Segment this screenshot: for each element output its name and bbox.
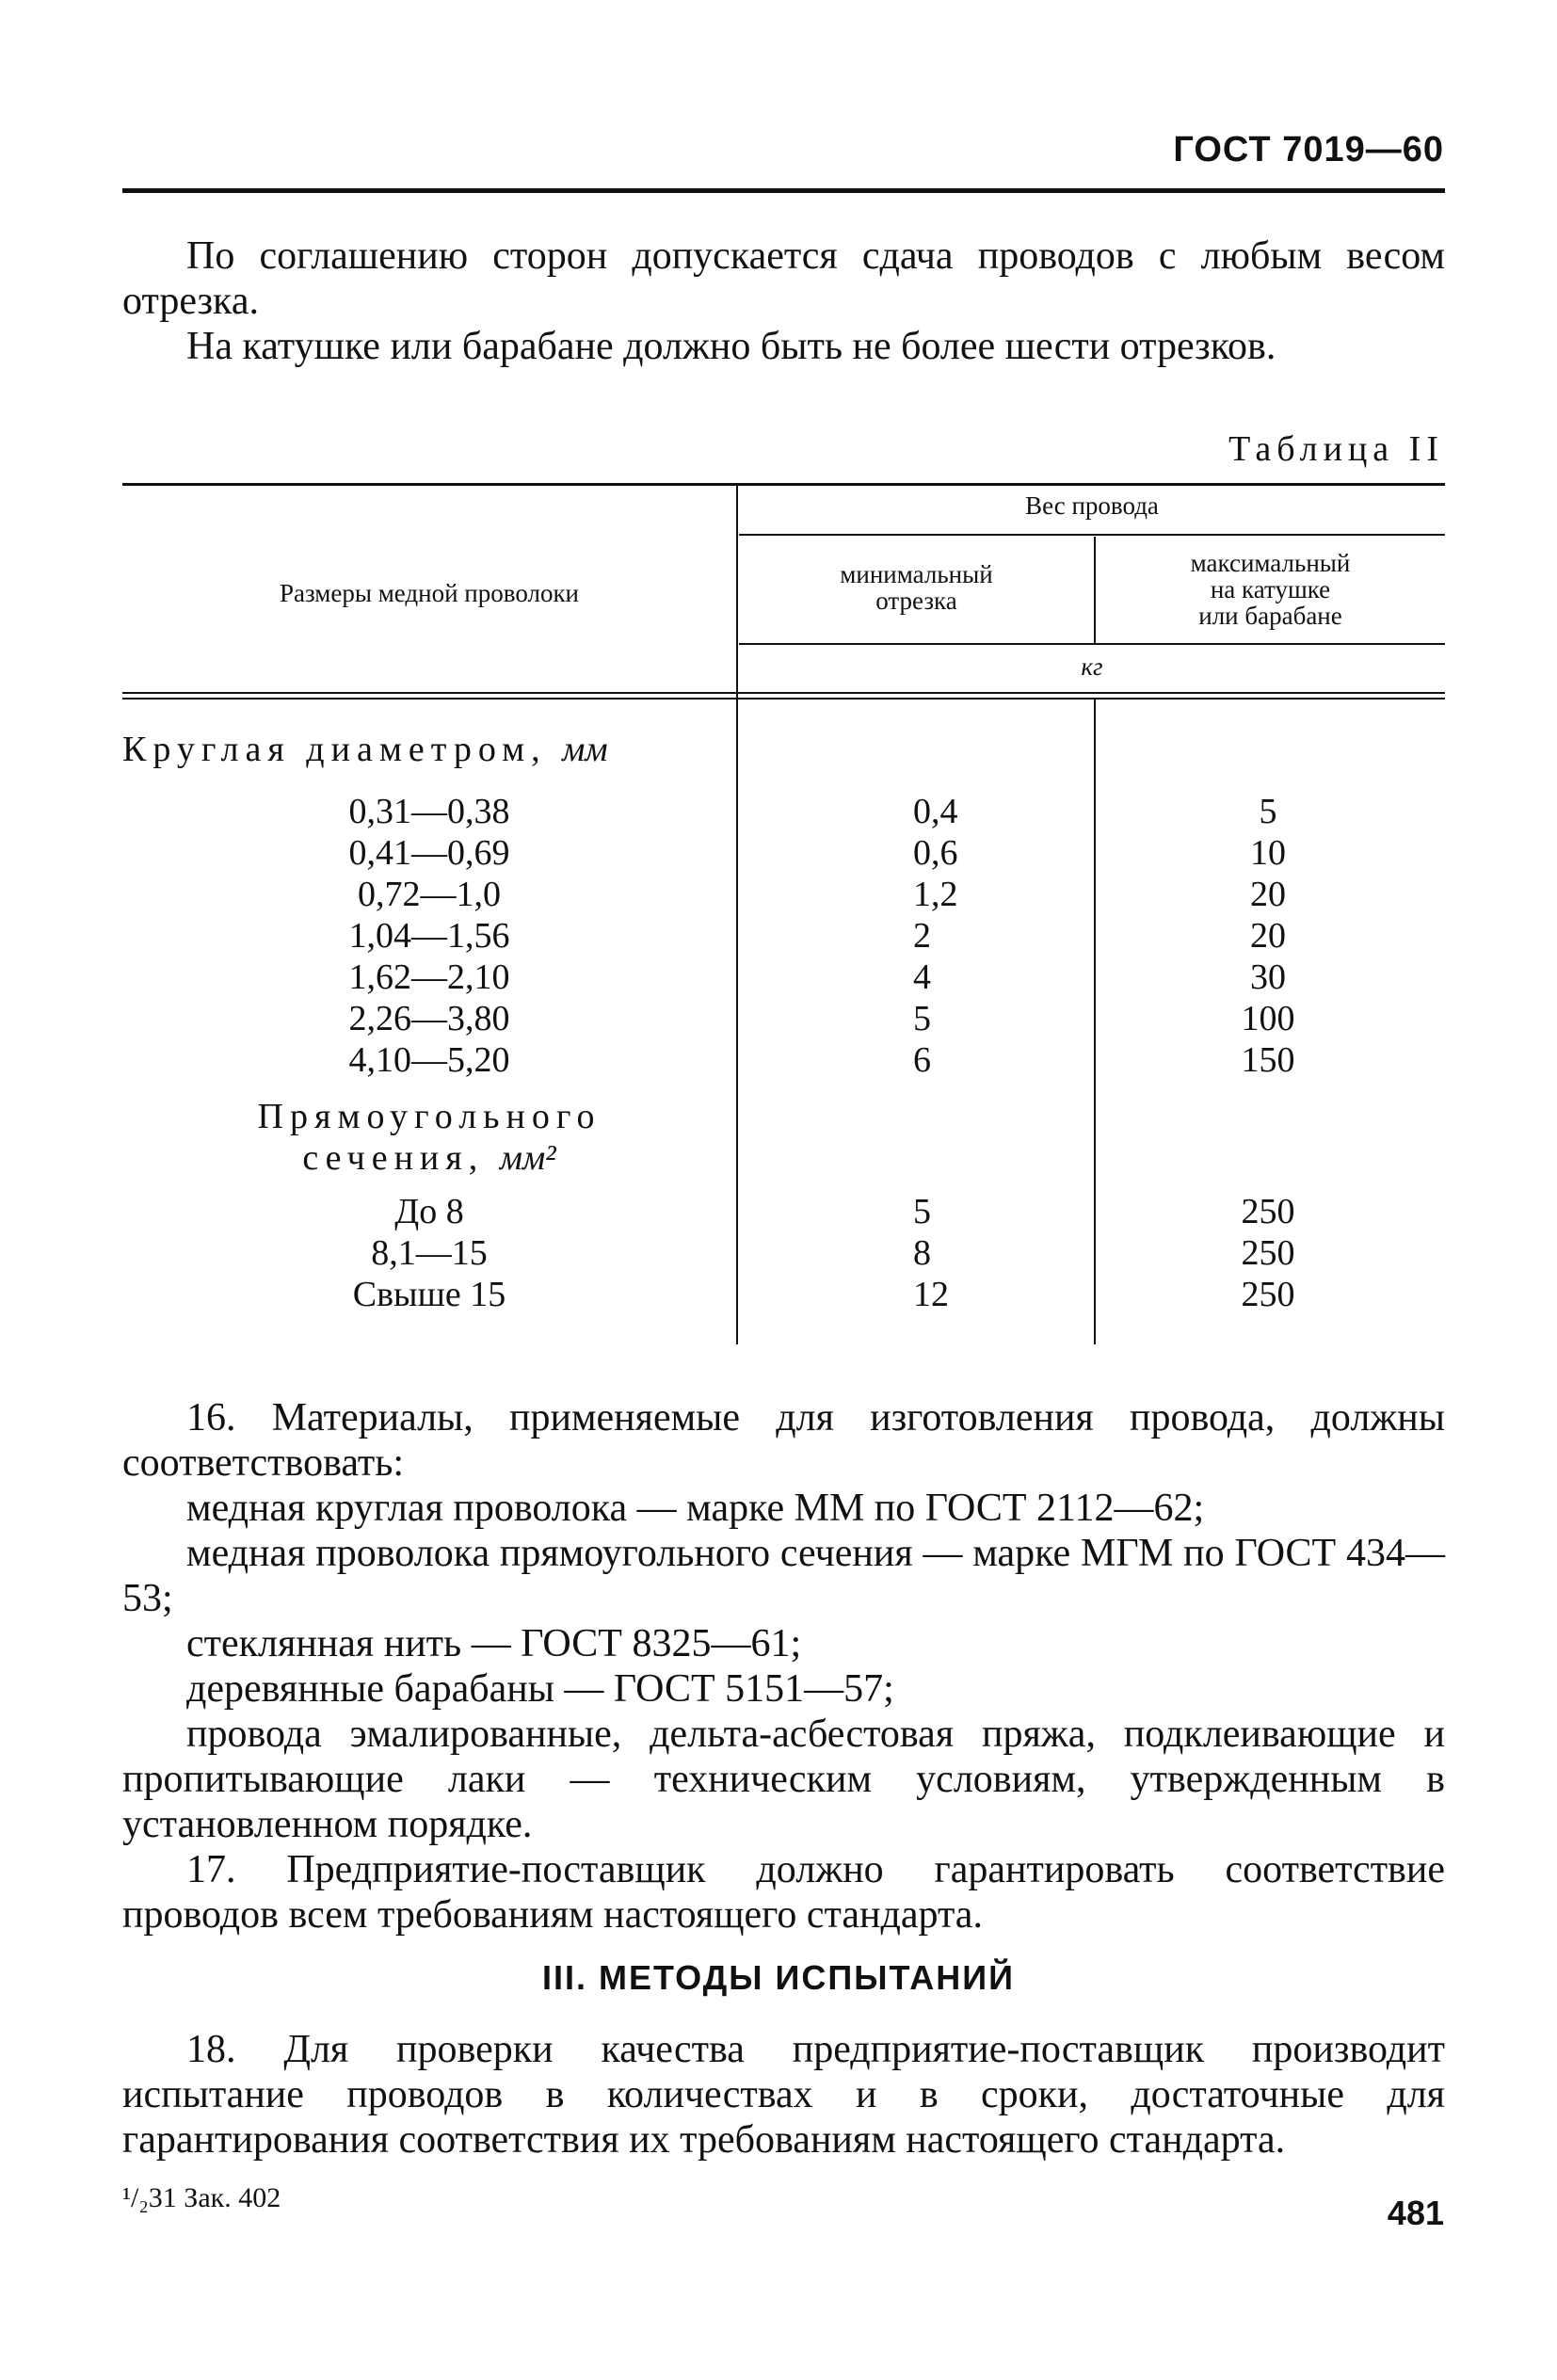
min-cell: 6 bbox=[913, 1040, 931, 1080]
col-min-header bbox=[739, 561, 1094, 614]
paragraph-16: 16. Материалы, применяемые для изготовления провода, должны соответствовать: bbox=[122, 1396, 1445, 1485]
table-title: Таблица II bbox=[1228, 429, 1444, 469]
section-heading: III. МЕТОДЫ ИСПЫТАНИЙ bbox=[542, 1958, 1015, 1997]
size-cell: 1,04—1,56 bbox=[348, 916, 510, 956]
size-cell: 0,72—1,0 bbox=[358, 875, 501, 914]
size-cell: 2,26—3,80 bbox=[348, 999, 510, 1038]
intro-paragraph-1: По соглашению сторон допускается сдача проводов с любым весом отрезка. bbox=[122, 234, 1445, 323]
size-cell: 0,41—0,69 bbox=[348, 833, 510, 873]
round-rows bbox=[122, 791, 1445, 1081]
group-rect-line-1: Прямоугольного bbox=[257, 1097, 602, 1136]
col-size-header: Размеры медной проволоки bbox=[279, 579, 580, 607]
header-rule bbox=[122, 188, 1445, 193]
table-row bbox=[122, 1274, 1445, 1315]
size-cell: 4,10—5,20 bbox=[348, 1040, 510, 1080]
group-round-text: Круглая диаметром, bbox=[122, 730, 547, 769]
table-row bbox=[122, 1232, 1445, 1274]
group-round-unit: мм bbox=[562, 730, 608, 769]
size-cell: 0,31—0,38 bbox=[348, 792, 510, 831]
col-max-line-1: максимальный bbox=[1190, 549, 1351, 577]
max-cell: 20 bbox=[1250, 916, 1286, 956]
max-cell: 250 bbox=[1241, 1233, 1295, 1273]
max-cell: 250 bbox=[1241, 1275, 1295, 1314]
paragraph-16-c: стеклянная нить — ГОСТ 8325—61; bbox=[186, 1622, 802, 1665]
group-round-label bbox=[122, 729, 608, 770]
table-row bbox=[122, 1039, 1445, 1081]
table-row bbox=[122, 832, 1445, 874]
min-cell: 4 bbox=[913, 957, 931, 997]
table-row bbox=[122, 1191, 1445, 1232]
group-rect-line-2 bbox=[122, 1137, 736, 1179]
paragraph-17: 17. Предприятие-поставщик должно гарантировать соответствие проводов всем требованиям настоящего стандарта. bbox=[122, 1848, 1445, 1937]
col-min-line-2: отрезка bbox=[875, 587, 957, 615]
group-rect-label bbox=[122, 1096, 736, 1179]
section-16-17 bbox=[122, 1395, 1445, 1938]
paragraph-18: 18. Для проверки качества предприятие-поставщик производит испытание проводов в количествах и в сроки, достаточные для гарантирования соответствия их требованиям настоящего стандарта. bbox=[122, 2028, 1445, 2162]
col-min-line-1: минимальный bbox=[840, 560, 993, 588]
max-cell: 250 bbox=[1241, 1192, 1295, 1231]
header-bottom-rule-2 bbox=[122, 698, 1445, 700]
size-cell: Свыше 15 bbox=[352, 1275, 506, 1314]
rect-rows bbox=[122, 1191, 1445, 1315]
unit-rule bbox=[739, 643, 1445, 645]
group-rect-text: сечения, bbox=[302, 1138, 485, 1178]
table-row bbox=[122, 791, 1445, 832]
page-number: 481 bbox=[1387, 2194, 1444, 2232]
size-cell: До 8 bbox=[394, 1192, 464, 1231]
intro-paragraph-2: На катушке или барабане должно быть не более шести отрезков. bbox=[186, 325, 1276, 368]
min-cell: 1,2 bbox=[913, 875, 958, 914]
weight-sub-rule bbox=[739, 534, 1445, 536]
col-max-line-3: или барабане bbox=[1198, 602, 1342, 630]
intro-text bbox=[122, 233, 1445, 369]
max-cell: 30 bbox=[1250, 957, 1286, 997]
header-bottom-rule-1 bbox=[122, 692, 1445, 694]
group-rect-unit: мм² bbox=[499, 1138, 556, 1178]
min-cell: 0,6 bbox=[913, 833, 958, 873]
paragraph-16-d: деревянные барабаны — ГОСТ 5151—57; bbox=[186, 1667, 894, 1711]
table-row bbox=[122, 957, 1445, 998]
col-max-line-2: на катушке bbox=[1210, 575, 1331, 603]
paragraph-16-e: провода эмалированные, дельта-асбестовая пряжа, подклеивающие и пропитывающие лаки — техническим условиям, утвержденным в установленном порядке. bbox=[122, 1713, 1445, 1846]
table-row bbox=[122, 874, 1445, 915]
col-max-header bbox=[1096, 550, 1445, 629]
size-cell: 8,1—15 bbox=[371, 1233, 488, 1273]
min-cell: 0,4 bbox=[913, 792, 958, 831]
table-top-rule bbox=[122, 483, 1445, 486]
section-18 bbox=[122, 2027, 1445, 2163]
table-row bbox=[122, 915, 1445, 957]
min-cell: 2 bbox=[913, 916, 931, 956]
min-cell: 5 bbox=[913, 999, 931, 1038]
col-weight-header: Вес провода bbox=[1025, 491, 1159, 520]
max-cell: 10 bbox=[1250, 833, 1286, 873]
min-cell: 8 bbox=[913, 1233, 931, 1273]
max-cell: 20 bbox=[1250, 875, 1286, 914]
table-row bbox=[122, 998, 1445, 1039]
max-cell: 5 bbox=[1259, 792, 1277, 831]
min-cell: 12 bbox=[913, 1275, 949, 1314]
max-cell: 100 bbox=[1241, 999, 1295, 1038]
standard-number: ГОСТ 7019—60 bbox=[1173, 130, 1444, 169]
min-cell: 5 bbox=[913, 1192, 931, 1231]
size-cell: 1,62—2,10 bbox=[348, 957, 510, 997]
paragraph-16-b: медная проволока прямоугольного сечения — марке МГМ по ГОСТ 434—53; bbox=[122, 1532, 1445, 1620]
paragraph-16-a: медная круглая проволока — марке ММ по ГОСТ 2112—62; bbox=[186, 1487, 1205, 1530]
max-cell: 150 bbox=[1241, 1040, 1295, 1080]
unit-label: кг bbox=[1081, 652, 1103, 681]
print-order-note: ¹/₂31 Зак. 402 bbox=[122, 2182, 281, 2213]
